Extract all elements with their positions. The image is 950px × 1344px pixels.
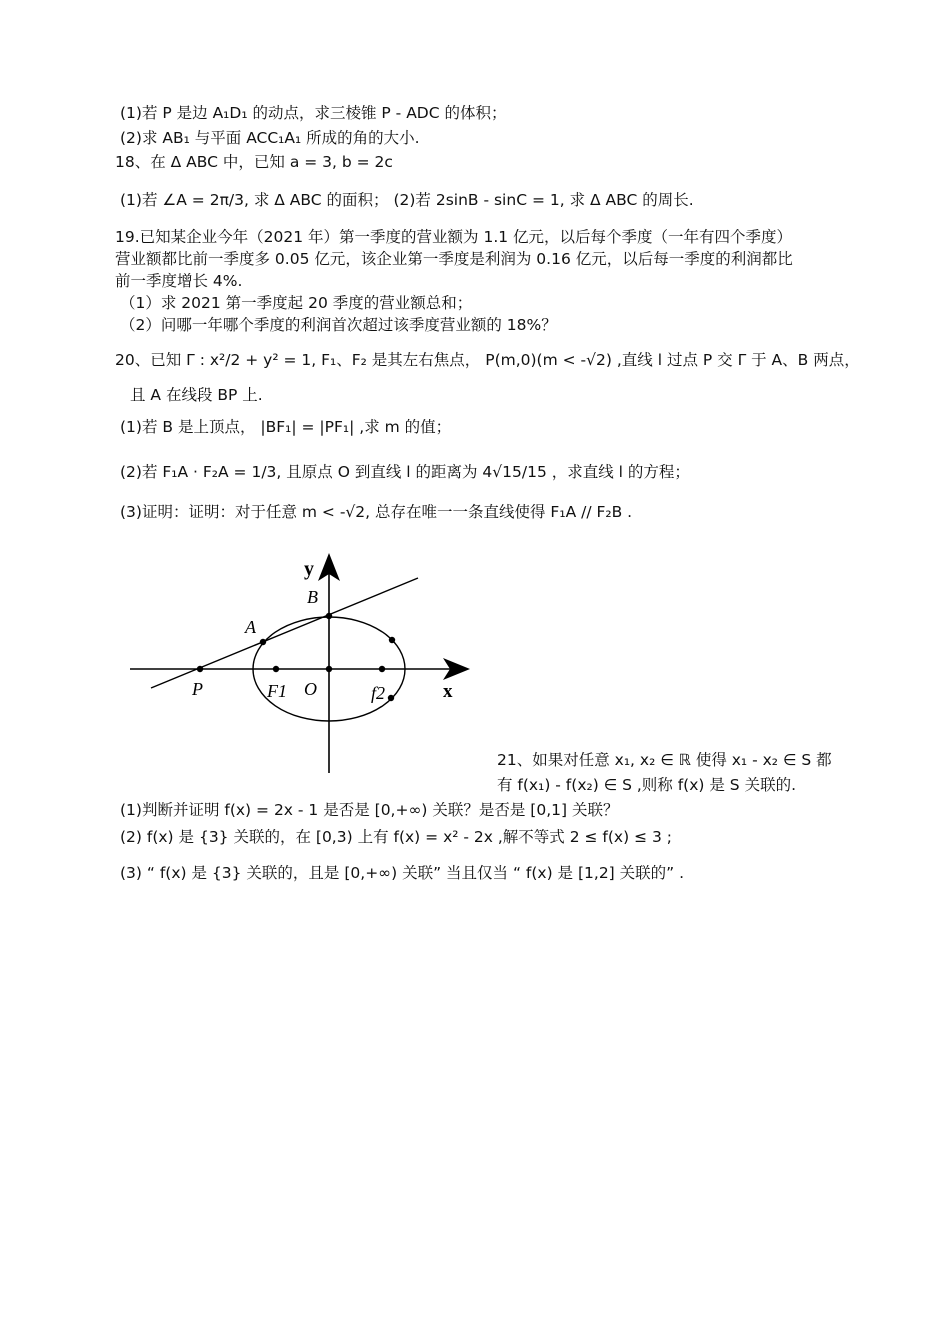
q17-part2: (2)求 AB₁ 与平面 ACC₁A₁ 所成的角的大小. [120,129,420,147]
line-l [151,578,418,688]
q18-stem: 18、在 Δ ABC 中，已知 a = 3, b = 2c [115,153,393,171]
q20-part2: (2)若 F₁A · F₂A = 1/3, 且原点 O 到直线 l 的距离为 4√15/15 ，求直线 l 的方程； [120,463,690,481]
point-F1 [273,666,279,672]
label-A: A [245,617,256,637]
q18-parts: (1)若 ∠A = 2π/3, 求 Δ ABC 的面积； (2)若 2sinB - sinC = 1, 求 Δ ABC 的周长. [120,191,694,209]
q17-part1: (1)若 P 是边 A₁D₁ 的动点，求三棱锥 P - ADC 的体积； [120,104,507,122]
q19-line1: 19.已知某企业今年（2021 年）第一季度的营业额为 1.1 亿元，以后每个季度（一年有四个季度） [115,228,793,246]
label-P: P [192,679,203,699]
q19-line2: 营业额都比前一季度多 0.05 亿元，该企业第一季度是利润为 0.16 亿元，以后每一季度的利润都比 [115,250,793,268]
q21-part1: (1)判断并证明 f(x) = 2x - 1 是否是 [0,+∞) 关联？是否是 [0,1] 关联？ [120,801,619,819]
point-A [260,639,266,645]
q21-part3: (3) “ f(x) 是 {3} 关联的，且是 [0,+∞) 关联” 当且仅当 “ f(x) 是 [1,2] 关联的” . [120,864,685,882]
ellipse-figure [125,545,485,785]
point-B [326,613,332,619]
label-F1: F1 [267,681,287,701]
label-f2: f2 [371,683,386,703]
q21-stem-line1: 21、如果对任意 x₁, x₂ ∈ ℝ 使得 x₁ - x₂ ∈ S 都 [497,751,832,769]
q21-part2: (2) f(x) 是 {3} 关联的，在 [0,3) 上有 f(x) = x² - 2x ,解不等式 2 ≤ f(x) ≤ 3 ; [120,828,672,846]
point-upper-right [389,637,395,643]
q20-part3: (3)证明：证明：对于任意 m < -√2, 总存在唯一一条直线使得 F₁A // F₂B . [120,503,633,521]
label-x: x [443,681,453,702]
q19-line3: 前一季度增长 4%. [115,272,243,290]
q19-part2: （2）问哪一年哪个季度的利润首次超过该季度营业额的 18%？ [120,316,557,334]
label-y: y [304,558,314,580]
q19-part1: （1）求 2021 第一季度起 20 季度的营业额总和； [120,294,473,312]
label-B: B [307,587,318,607]
point-P [197,666,203,672]
q20-stem: 20、已知 Γ : x²/2 + y² = 1, F₁、F₂ 是其左右焦点， P(m,0)(m < -√2) ,直线 l 过点 P 交 Γ 于 A、B 两点， [115,351,860,369]
point-f2 [379,666,385,672]
q20-stem-cont: 且 A 在线段 BP 上. [130,386,263,404]
point-lower-right [388,695,394,701]
q21-stem-line2: 有 f(x₁) - f(x₂) ∈ S ,则称 f(x) 是 S 关联的. [497,776,796,794]
label-O: O [304,679,317,699]
point-O [326,666,332,672]
q20-part1: (1)若 B 是上顶点， |BF₁| = |PF₁| ,求 m 的值； [120,418,452,436]
